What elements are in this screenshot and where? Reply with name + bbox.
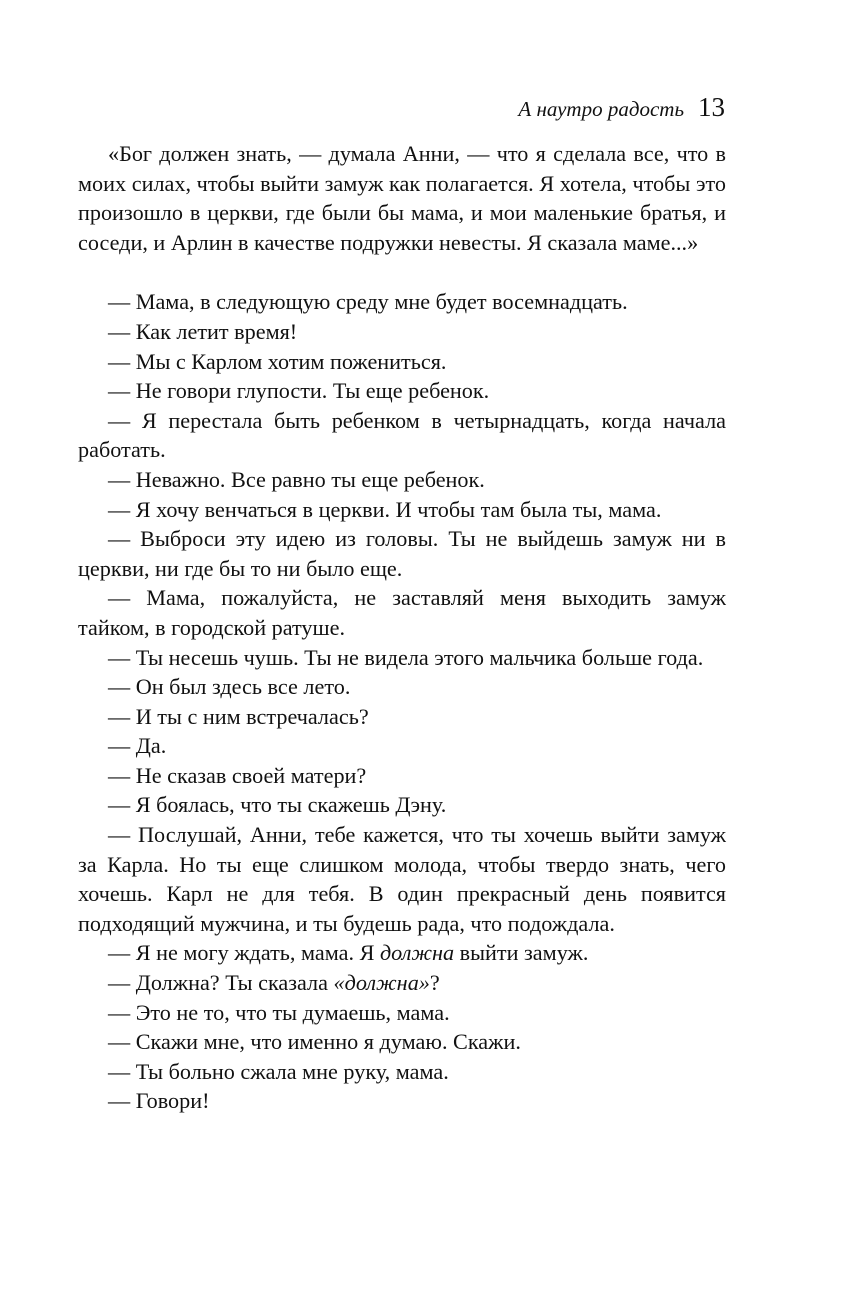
dialogue-line: — Мы с Карлом хотим пожениться.	[108, 348, 447, 374]
dialogue-line: — Ты больно сжала мне руку, мама.	[108, 1058, 449, 1084]
dialogue-line: — Да.	[108, 733, 167, 759]
dialogue-line: — Он был здесь все лето.	[108, 674, 351, 700]
dialogue-line: — Скажи мне, что именно я думаю. Скажи.	[108, 1029, 521, 1055]
dialogue-line: — Мама, в следующую среду мне будет восемнадцать.	[108, 289, 628, 315]
emphasis-word: «должна»	[333, 970, 430, 996]
dialogue-line: — Я перестала быть ребенком в четырнадцать, когда начала работать.	[78, 407, 726, 463]
dialogue-text: — Должна? Ты сказала	[108, 970, 334, 996]
dialogue-line: — И ты с ним встречалась?	[108, 703, 369, 729]
page-number: 13	[698, 92, 725, 122]
running-title: А наутро радость	[518, 97, 684, 121]
body-text	[78, 139, 726, 1116]
intro-paragraph: «Бог должен знать, — думала Анни, — что я сделала все, что в моих силах, чтобы выйти замуж как полагается. Я хотела, чтобы это произошло в церкви, где были бы мама, и мои маленькие братья, и соседи, и Арлин в качестве подружки невесты. Я сказала маме...»	[78, 141, 726, 255]
dialogue-line: — Это не то, что ты думаешь, мама.	[108, 999, 450, 1025]
dialogue-text: ?	[429, 970, 440, 996]
dialogue-line: — Как летит время!	[108, 318, 298, 344]
emphasis-word: должна	[379, 940, 455, 966]
dialogue-line-said	[78, 968, 726, 998]
dialogue-text: выйти замуж.	[454, 940, 589, 966]
dialogue-line-must	[78, 938, 726, 968]
dialogue-line: — Выброси эту идею из головы. Ты не выйдешь замуж ни в церкви, ни где бы то ни было еще.	[78, 526, 726, 581]
dialogue-line: — Не сказав своей матери?	[108, 762, 367, 788]
dialogue-line: — Послушай, Анни, тебе кажется, что ты хочешь выйти замуж за Карла. Но ты еще слишком молода, чтобы твердо знать, чего хочешь. Карл не для тебя. В один прекрасный день появится подходящий мужчина, и ты будешь рада, что подождала.	[78, 822, 726, 936]
dialogue-line: — Неважно. Все равно ты еще ребенок.	[108, 466, 485, 492]
dialogue-line: — Я хочу венчаться в церкви. И чтобы там была ты, мама.	[108, 496, 662, 522]
dialogue-line: — Говори!	[108, 1088, 210, 1114]
page-header	[518, 92, 725, 123]
dialogue-line: — Я боялась, что ты скажешь Дэну.	[108, 792, 447, 818]
dialogue-text: — Я не могу ждать, мама. Я	[108, 940, 380, 966]
dialogue-line: — Не говори глупости. Ты еще ребенок.	[108, 378, 490, 404]
dialogue-line: — Мама, пожалуйста, не заставляй меня выходить замуж тайком, в городской ратуше.	[78, 585, 726, 640]
dialogue-line: — Ты несешь чушь. Ты не видела этого мальчика больше года.	[108, 644, 704, 670]
